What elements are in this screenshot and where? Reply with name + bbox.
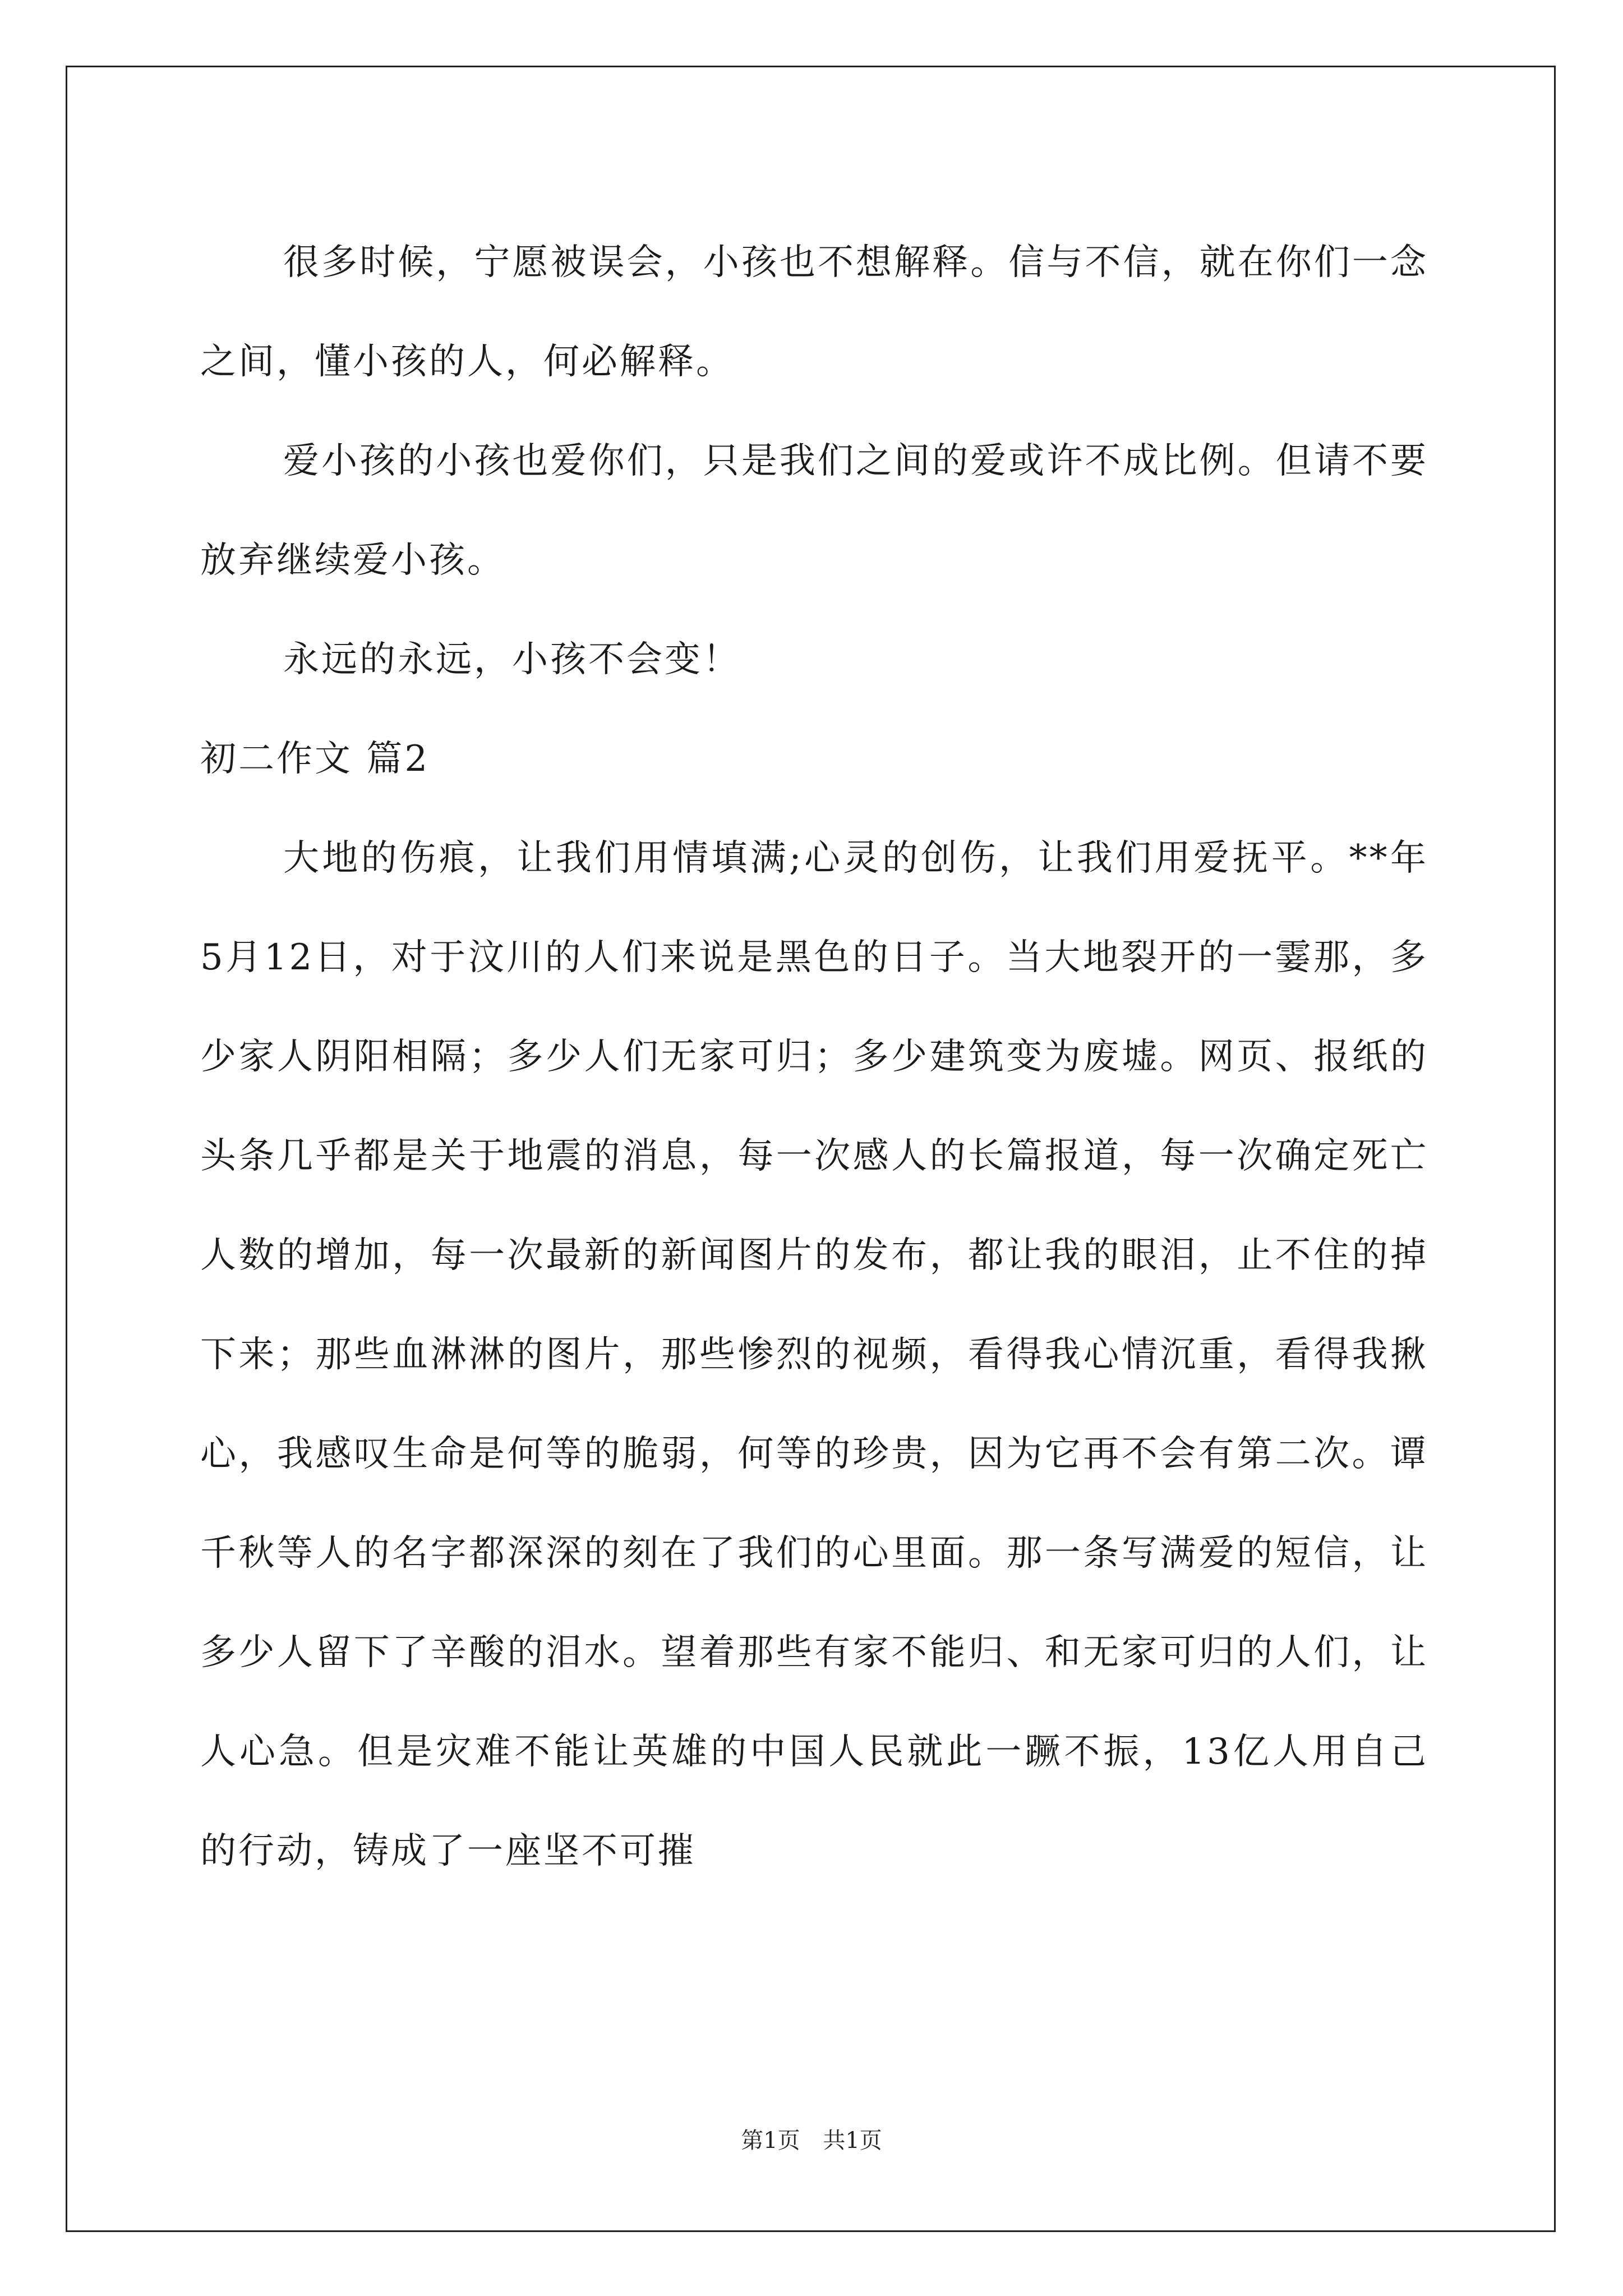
paragraph: 很多时候，宁愿被误会，小孩也不想解释。信与不信，就在你们一念之间，懂小孩的人，何必解释。	[200, 242, 1428, 383]
paragraph: 爱小孩的小孩也爱你们，只是我们之间的爱或许不成比例。但请不要放弃继续爱小孩。	[200, 440, 1428, 581]
paragraph: 大地的伤痕，让我们用情填满;心灵的创伤，让我们用爱抚平。**年5月12日，对于汶川的人们来说是黑色的日子。当大地裂开的一霎那，多少家人阴阳相隔；多少人们无家可归；多少建筑变为废墟。网页、报纸的头条几乎都是关于地震的消息，每一次感人的长篇报道，每一次确定死亡人数的增加，每一次最新的新闻图片的发布，都让我的眼泪，止不住的掉下来；那些血淋淋的图片，那些惨烈的视频，看得我心情沉重，看得我揪心，我感叹生命是何等的脆弱，何等的珍贵，因为它再不会有第二次。谭千秋等人的名字都深深的刻在了我们的心里面。那一条写满爱的短信，让多少人留下了辛酸的泪水。望着那些有家不能归、和无家可归的人们，让人心急。但是灾难不能让英雄的中国人民就此一蹶不振，13亿人用自己的行动，铸成了一座坚不可摧	[200, 838, 1428, 1872]
page-footer	[0, 2123, 1623, 2155]
paragraph: 永远的永远，小孩不会变！	[283, 639, 741, 680]
page-number: 第1页	[741, 2128, 800, 2154]
section-heading: 初二作文 篇2	[200, 738, 430, 780]
page-total: 共1页	[823, 2128, 882, 2154]
document-body	[200, 213, 1428, 1901]
